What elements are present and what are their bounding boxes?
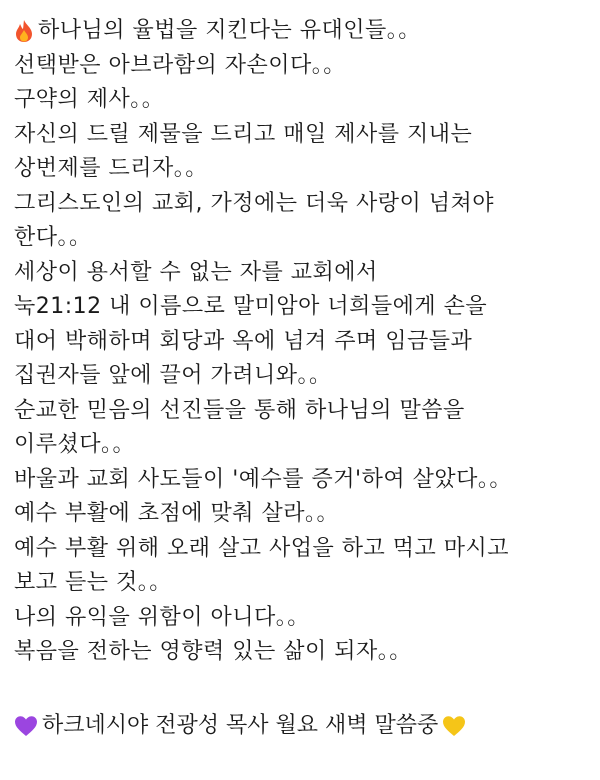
text-line: 대어 박해하며 회당과 옥에 넘겨 주며 임금들과 <box>14 328 473 354</box>
text-line: 그리스도인의 교회, 가정에는 더욱 사랑이 넘쳐야 <box>14 190 495 216</box>
text-line: 상번제를 드리자。。 <box>14 156 208 181</box>
blank-line <box>14 670 600 705</box>
fire-icon <box>14 19 34 43</box>
text-line: 눅21:12 내 이름으로 말미암아 너희들에게 손을 <box>14 294 488 319</box>
text-line <box>14 14 600 49</box>
signature-line <box>14 708 600 744</box>
text-line: 복음을 전하는 영향력 있는 삶이 되자。。 <box>14 639 412 664</box>
text-line: 순교한 믿음의 선진들을 통해 하나님의 말씀을 <box>14 397 465 423</box>
text-line: 한다。。 <box>14 225 92 250</box>
text-line: 나의 유익을 위함이 아니다。。 <box>14 604 310 630</box>
text-line: 집권자들 앞에 끌어 가려니와。。 <box>14 363 332 388</box>
text-line: 바울과 교회 사도들이 '예수를 증거'하여 살았다。。 <box>14 466 512 492</box>
text-line: 보고 듣는 것。。 <box>14 570 172 595</box>
signature-text: 하크네시야 전광성 목사 월요 새벽 말씀중 <box>42 713 439 738</box>
text-line: 선택받은 아브라함의 자손이다。。 <box>14 52 346 78</box>
text-line: 예수 부활 위해 오래 살고 사업을 하고 먹고 마시고 <box>14 535 509 561</box>
line-text: 하나님의 율법을 지킨다는 유대인들。。 <box>38 18 421 43</box>
text-line: 자신의 드릴 제물을 드리고 매일 제사를 지내는 <box>14 121 473 147</box>
text-line: 예수 부활에 초점에 맞춰 살라。。 <box>14 501 339 526</box>
text-line: 구약의 제사。。 <box>14 87 165 112</box>
text-line: 이루셨다。。 <box>14 432 136 457</box>
purple-heart-icon <box>14 715 38 737</box>
text-line: 세상이 용서할 수 없는 자를 교회에서 <box>14 259 378 285</box>
yellow-heart-icon <box>442 715 466 737</box>
